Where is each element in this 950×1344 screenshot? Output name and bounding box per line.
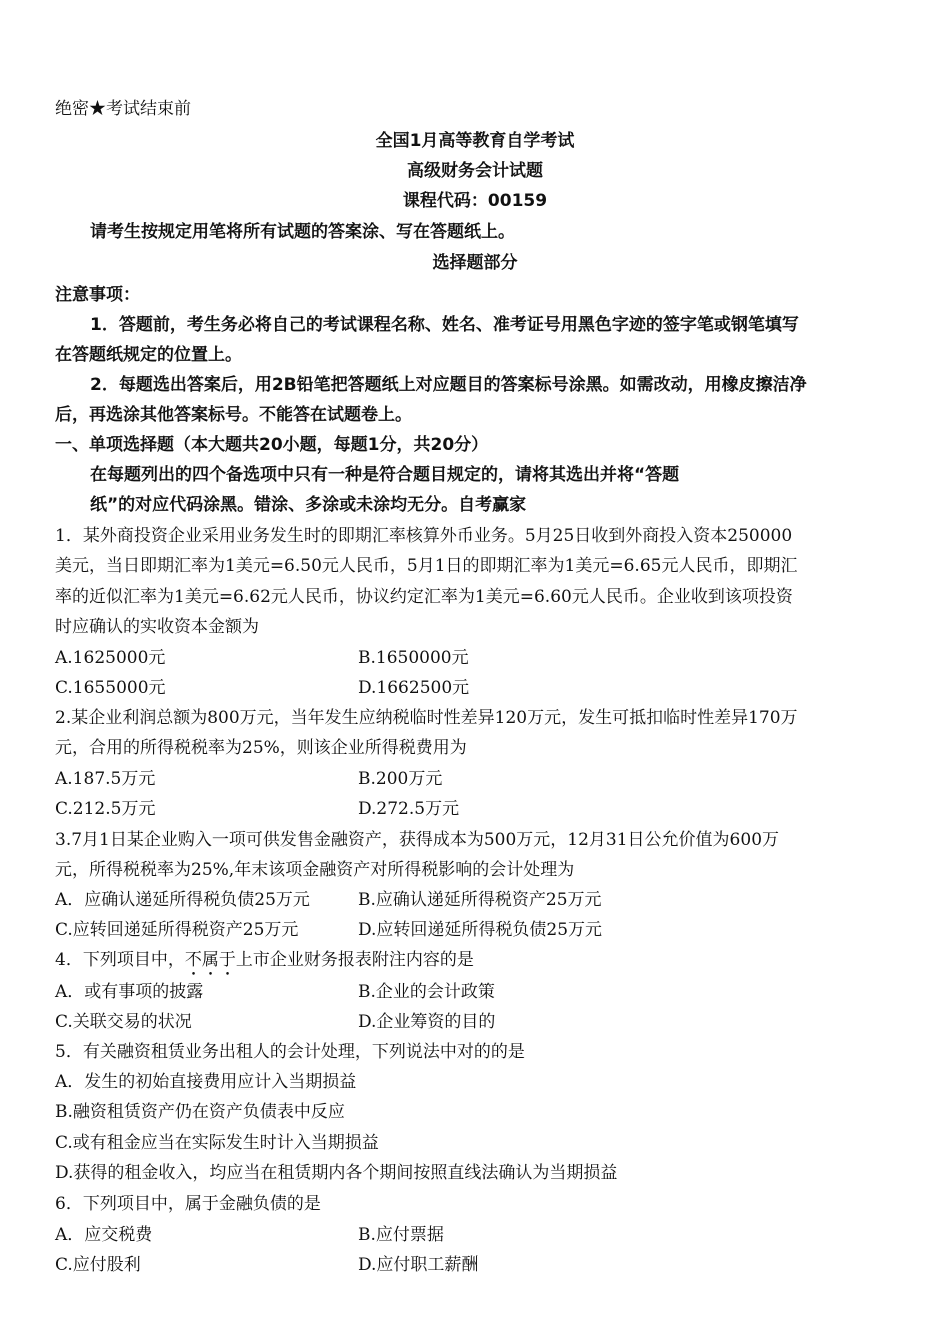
q5-option-a: A．发生的初始直接费用应计入当期损益: [55, 1072, 357, 1092]
q6-option-d: D.应付职工薪酬: [358, 1255, 479, 1275]
note-1-line-1: 1．答题前，考生务必将自己的考试课程名称、姓名、准考证号用黑色字迹的签字笔或钢笔填写: [90, 315, 799, 335]
q1-option-c: C.1655000元: [55, 678, 166, 698]
instruction: 请考生按规定用笔将所有试题的答案涂、写在答题纸上。: [90, 222, 515, 242]
confidential-label: 绝密★考试结束前: [55, 99, 191, 119]
q3-option-d: D.应转回递延所得税负债25万元: [358, 920, 603, 940]
q3-option-a: A．应确认递延所得税负债25万元: [55, 890, 310, 910]
q5-option-d: D.获得的租金收入，均应当在租赁期内各个期间按照直线法确认为当期损益: [55, 1163, 618, 1183]
q4-option-b: B.企业的会计政策: [358, 982, 495, 1002]
q1-option-b: B.1650000元: [358, 648, 469, 668]
q1-option-d: D.1662500元: [358, 678, 470, 698]
q2-option-d: D.272.5万元: [358, 799, 460, 819]
q4-stem-prefix: 4．下列项目中，: [55, 950, 185, 970]
q5-option-c: C.或有租金应当在实际发生时计入当期损益: [55, 1133, 379, 1153]
q3-stem-line-2: 元，所得税税率为25%,年末该项金融资产对所得税影响的会计处理为: [55, 860, 575, 880]
q2-stem-line-1: 2.某企业利润总额为800万元，当年发生应纳税临时性差异120万元，发生可抵扣临时性差异170万: [55, 708, 798, 728]
q2-option-c: C.212.5万元: [55, 799, 156, 819]
q1-option-a: A.1625000元: [55, 648, 166, 668]
q3-stem-line-1: 3.7月1日某企业购入一项可供发售金融资产，获得成本为500万元，12月31日公允价值为600万: [55, 830, 780, 850]
q6-option-b: B.应付票据: [358, 1225, 444, 1245]
q2-stem-line-2: 元，合用的所得税税率为25%，则该企业所得税费用为: [55, 738, 467, 758]
note-1-line-2: 在答题纸规定的位置上。: [55, 345, 242, 365]
q1-stem-line-2: 美元，当日即期汇率为1美元=6.50元人民币，5月1日的即期汇率为1美元=6.65元人民币，即期汇: [55, 556, 798, 576]
q4-stem-emphasis: 不属于: [184, 950, 236, 970]
q1-stem-line-1: 1．某外商投资企业采用业务发生时的即期汇率核算外币业务。5月25日收到外商投入资本250000: [55, 526, 793, 546]
q6-option-c: C.应付股利: [55, 1255, 141, 1275]
q2-option-a: A.187.5万元: [55, 769, 156, 789]
q2-option-b: B.200万元: [358, 769, 443, 789]
section-title: 选择题部分: [432, 253, 518, 273]
subject-title: 高级财务会计试题: [407, 161, 543, 181]
q5-stem: 5．有关融资租赁业务出租人的会计处理，下列说法中对的的是: [55, 1042, 525, 1062]
note-2-line-2: 后，再选涂其他答案标号。不能答在试题卷上。: [55, 405, 412, 425]
note-2-line-1: 2．每题选出答案后，用2B铅笔把答题纸上对应题目的答案标号涂黑。如需改动，用橡皮擦洁净: [90, 375, 807, 395]
part-1-desc-line-2: 纸”的对应代码涂黑。错涂、多涂或未涂均无分。自考赢家: [90, 495, 527, 515]
q6-option-a: A．应交税费: [55, 1225, 153, 1245]
q3-option-c: C.应转回递延所得税资产25万元: [55, 920, 299, 940]
q4-stem: [55, 949, 900, 980]
q5-option-b: B.融资租赁资产仍在资产负债表中反应: [55, 1102, 345, 1122]
q6-stem: 6．下列项目中，属于金融负债的是: [55, 1194, 321, 1214]
q3-option-b: B.应确认递延所得税资产25万元: [358, 890, 602, 910]
q1-stem-line-4: 时应确认的实收资本金额为: [55, 617, 259, 637]
q4-stem-suffix: 上市企业财务报表附注内容的是: [235, 950, 474, 970]
part-1-desc-line-1: 在每题列出的四个备选项中只有一种是符合题目规定的，请将其选出并将“答题: [90, 465, 680, 485]
q1-stem-line-3: 率的近似汇率为1美元=6.62元人民币，协议约定汇率为1美元=6.60元人民币。企业收到该项投资: [55, 587, 793, 607]
exam-title: 全国1月高等教育自学考试: [375, 131, 575, 151]
q4-option-d: D.企业筹资的目的: [358, 1012, 496, 1032]
course-code: 课程代码：00159: [402, 191, 548, 211]
part-1-title: 一、单项选择题（本大题共20小题，每题1分，共20分）: [55, 435, 489, 455]
q4-option-c: C.关联交易的状况: [55, 1012, 192, 1032]
notes-title: 注意事项：: [55, 285, 140, 305]
q4-option-a: A．或有事项的披露: [55, 982, 204, 1002]
